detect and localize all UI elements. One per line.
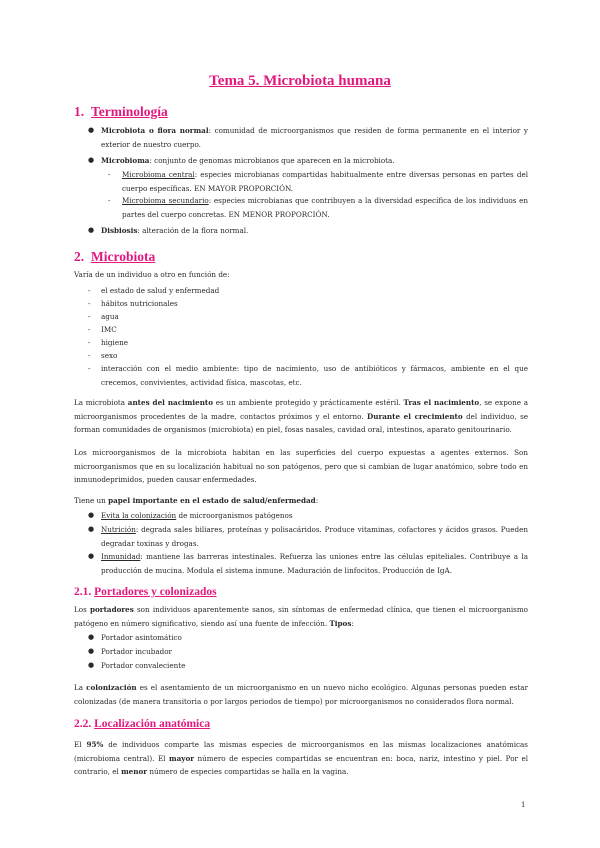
subsection-label: Portadores y colonizados — [94, 586, 217, 598]
list-item: Inmunidad: mantiene las barreras intestinales. Refuerza las uniones entre las células epiteliales. Contribuye a la producción de mucina. Modula el sistema inmune. Maduración de linfocitos. Producción de IgA. — [101, 552, 528, 575]
section-number: 2. — [74, 249, 85, 264]
list-item: el estado de salud y enfermedad — [101, 286, 220, 295]
list-item: sexo — [101, 351, 118, 360]
bullet-dash-icon: - — [88, 286, 91, 295]
subsection-number: 2.1. — [74, 586, 92, 598]
list-item: Nutrición: degrada sales biliares, proteínas y polisacáridos. Produce vitaminas, cofactores y ácidos grasos. Pueden degradar toxinas y drogas. — [101, 525, 528, 548]
list-item: Portador incubador — [101, 647, 172, 656]
list-item: IMC — [101, 325, 117, 334]
subsection-number: 2.2. — [74, 718, 92, 730]
section-label: Terminología — [91, 104, 168, 119]
paragraph: El 95% de individuos comparte las mismas especies de microorganismos en las mismas localizaciones anatómicas (microbioma central). El mayor número de especies compartidas se encuentran en: boca, nariz, intestino y piel. Por el contrario, el menor número de especies compartidas se halla en la vagina. — [74, 740, 529, 777]
list-item: Disbiosis: alteración de la flora normal. — [101, 226, 249, 235]
list-item: hábitos nutricionales — [101, 299, 178, 308]
section-number: 1. — [74, 104, 85, 119]
bullet-dot-icon: ● — [88, 156, 95, 164]
paragraph: Los microorganismos de la microbiota habitan en las superficies del cuerpo expuestas a agentes externos. Son microorganismos que en su localización habitual no son patógenos, pero que si cambian de lugar anatómico, sobre todo en inmunodeprimidos, pueden causar enfermedades. — [74, 448, 528, 485]
bullet-dash-icon: - — [108, 196, 111, 205]
subsection-label: Localización anatómica — [94, 718, 211, 730]
list-item: interacción con el medio ambiente: tipo de nacimiento, uso de antibióticos y fármacos, ambiente en el que crecemos, convivientes, actividad física, mascotas, etc. — [101, 364, 528, 387]
bullet-dash-icon: - — [88, 338, 91, 347]
list-item: Portador convaleciente — [101, 661, 186, 670]
bullet-dot-icon: ● — [88, 226, 95, 234]
bullet-dash-icon: - — [88, 351, 91, 360]
list-item: Microbioma: conjunto de genomas microbianos que aparecen en la microbiota. — [101, 156, 395, 165]
page-number: 1 — [521, 801, 526, 809]
bullet-dot-icon: ● — [88, 633, 95, 641]
subsection-heading-portadores — [74, 586, 217, 598]
bullet-dash-icon: - — [88, 364, 91, 373]
sub-list-item: Microbioma secundario: especies microbianas que contribuyen a la diversidad específica de los individuos en partes del cuerpo concretas. EN MENOR PROPORCIÓN. — [122, 196, 528, 219]
sub-list-item: Microbioma central: especies microbianas compartidas habitualmente entre diversas personas en partes del cuerpo específicas. EN MAYOR PROPORCIÓN. — [122, 170, 528, 193]
list-item: higiene — [101, 338, 128, 347]
bullet-dot-icon: ● — [88, 661, 95, 669]
bullet-dot-icon: ● — [88, 511, 95, 519]
section-heading-terminologia — [74, 104, 168, 120]
bullet-dot-icon: ● — [88, 126, 95, 134]
list-item: Portador asintomático — [101, 633, 182, 642]
bullet-dash-icon: - — [88, 312, 91, 321]
bullet-dash-icon: - — [108, 170, 111, 179]
paragraph: La colonización es el asentamiento de un microorganismo en un nuevo nicho ecológico. Algunas personas pueden estar colonizadas (de manera transitoria o por largos periodos de tiempo) por microorganismos no considerados flora normal. — [74, 683, 529, 706]
paragraph: Tiene un papel importante en el estado de salud/enfermedad: — [74, 496, 319, 505]
section-heading-microbiota — [74, 249, 155, 265]
paragraph: La microbiota antes del nacimiento es un ambiente protegido y prácticamente estéril. Tras el nacimiento, se expone a microorganismos procedentes de la madre, contactos próximos y el entorno. Durante el crecimiento del individuo, se forman comunidades de organismos (microbiota) en piel, fosas nasales, cavidad oral, intestinos, aparato genitourinario. — [74, 398, 529, 435]
paragraph: Los portadores son individuos aparentemente sanos, sin síntomas de enfermedad clínica, que tienen el microorganismo patógeno en número significativo, siendo así una fuente de infección. Tipos: — [74, 605, 528, 628]
bullet-dash-icon: - — [88, 299, 91, 308]
list-item: agua — [101, 312, 119, 321]
list-item: Evita la colonización de microorganismos patógenos — [101, 511, 293, 520]
page-title: Tema 5. Microbiota humana — [209, 73, 391, 89]
bullet-dash-icon: - — [88, 325, 91, 334]
bullet-dot-icon: ● — [88, 552, 95, 560]
section-label: Microbiota — [91, 249, 156, 264]
bullet-dot-icon: ● — [88, 525, 95, 533]
list-item: Microbiota o flora normal: comunidad de microorganismos que residen de forma permanente en el interior y exterior de nuestro cuerpo. — [101, 126, 528, 149]
bullet-dot-icon: ● — [88, 647, 95, 655]
subsection-heading-localizacion — [74, 718, 210, 730]
paragraph: Varía de un individuo a otro en función de: — [74, 270, 230, 279]
